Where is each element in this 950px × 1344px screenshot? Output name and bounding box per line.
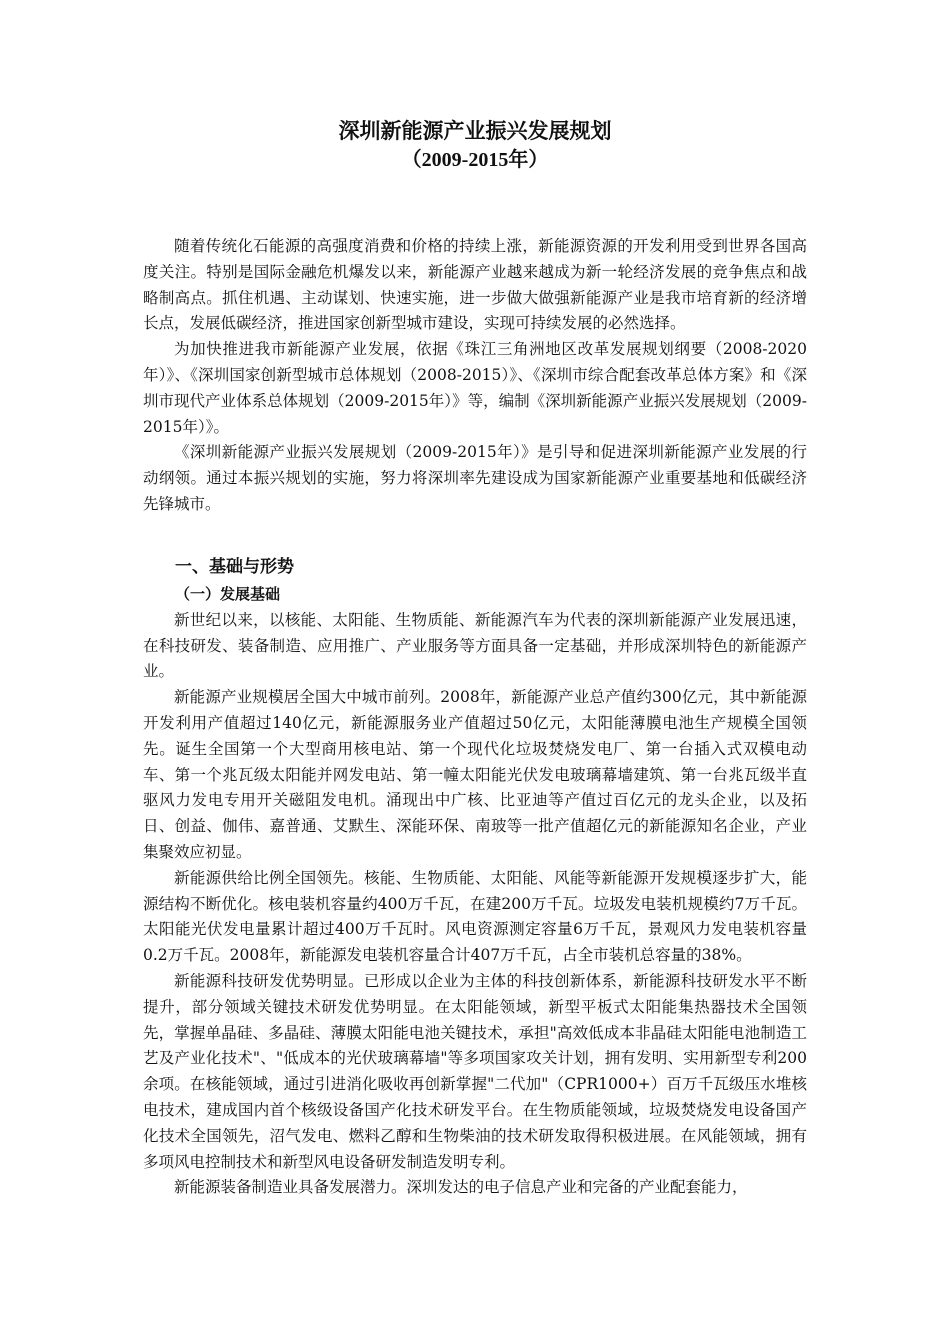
body-paragraph-1: 新世纪以来，以核能、太阳能、生物质能、新能源汽车为代表的深圳新能源产业发展迅速，在科技研发、装备制造、应用推广、产业服务等方面具备一定基础，并形成深圳特色的新能源产业。 <box>143 610 807 681</box>
document-title: 深圳新能源产业振兴发展规划 <box>338 119 612 143</box>
section-heading: 一、基础与形势 <box>175 556 294 577</box>
intro-paragraph-3: 《深圳新能源产业振兴发展规划（2009-2015年）》是引导和促进深圳新能源产业发展的行动纲领。通过本振兴规划的实施，努力将深圳率先建设成为国家新能源产业重要基地和低碳经济先锋城市。 <box>143 443 807 513</box>
body-paragraph-4: 新能源科技研发优势明显。已形成以企业为主体的科技创新体系，新能源科技研发水平不断提升，部分领域关键技术研发优势明显。在太阳能领域，新型平板式太阳能集热器技术全国领先，掌握单晶硅、多晶硅、薄膜太阳能电池关键技术，承担"高效低成本非晶硅太阳能电池制造工艺及产业化技术"、"低成本的光伏玻璃幕墙"等多项国家攻关计划，拥有发明、实用新型专利200余项。在核能领域，通过引进消化吸收再创新掌握"二代加"（CPR1000+）百万千瓦级压水堆核电技术，建成国内首个核级设备国产化技术研发平台。在生物质能领域，垃圾焚烧发电设备国产化技术全国领先，沼气发电、燃料乙醇和生物柴油的技术研发取得积极进展。在风能领域，拥有多项风电控制技术和新型风电设备研发制造发明专利。 <box>143 971 807 1171</box>
intro-paragraph-2: 为加快推进我市新能源产业发展，依据《珠江三角洲地区改革发展规划纲要（2008-2020年）》、《深圳国家创新型城市总体规划（2008-2015）》、《深圳市综合配套改革总体方案》和《深圳市现代产业体系总体规划（2009-2015年）》等，编制《深圳新能源产业振兴发展规划（2009-2015年）》。 <box>143 340 807 436</box>
body-paragraph-2: 新能源产业规模居全国大中城市前列。2008年，新能源产业总产值约300亿元，其中新能源开发利用产值超过140亿元，新能源服务业产值超过50亿元，太阳能薄膜电池生产规模全国领先。诞生全国第一个大型商用核电站、第一个现代化垃圾焚烧发电厂、第一台插入式双模电动车、第一个兆瓦级太阳能并网发电站、第一幢太阳能光伏发电玻璃幕墙建筑、第一台兆瓦级半直驱风力发电专用开关磁阻发电机。涌现出中广核、比亚迪等产值过百亿元的龙头企业，以及拓日、创益、伽伟、嘉普通、艾默生、深能环保、南玻等一批产值超亿元的新能源知名企业，产业集聚效应初显。 <box>143 688 807 861</box>
intro-paragraph-1: 随着传统化石能源的高强度消费和价格的持续上涨，新能源资源的开发利用受到世界各国高度关注。特别是国际金融危机爆发以来，新能源产业越来越成为新一轮经济发展的竞争焦点和战略制高点。抓住机遇、主动谋划、快速实施，进一步做大做强新能源产业是我市培育新的经济增长点，发展低碳经济，推进国家创新型城市建设，实现可持续发展的必然选择。 <box>143 237 807 333</box>
body-paragraph-5: 新能源装备制造业具备发展潜力。深圳发达的电子信息产业和完备的产业配套能力， <box>174 1178 748 1197</box>
subsection-heading: （一）发展基础 <box>175 584 281 603</box>
document-body <box>143 116 807 1201</box>
document-subtitle: （2009-2015年） <box>401 149 549 171</box>
body-paragraph-3: 新能源供给比例全国领先。核能、生物质能、太阳能、风能等新能源开发规模逐步扩大，能源结构不断优化。核电装机容量约400万千瓦，在建200万千瓦。垃圾发电装机规模约7万千瓦。太阳能光伏发电量累计超过400万千瓦时。风电资源测定容量6万千瓦，景观风力发电装机容量0.2万千瓦。2008年，新能源发电装机容量合计407万千瓦，占全市装机总容量的38%。 <box>143 868 807 965</box>
